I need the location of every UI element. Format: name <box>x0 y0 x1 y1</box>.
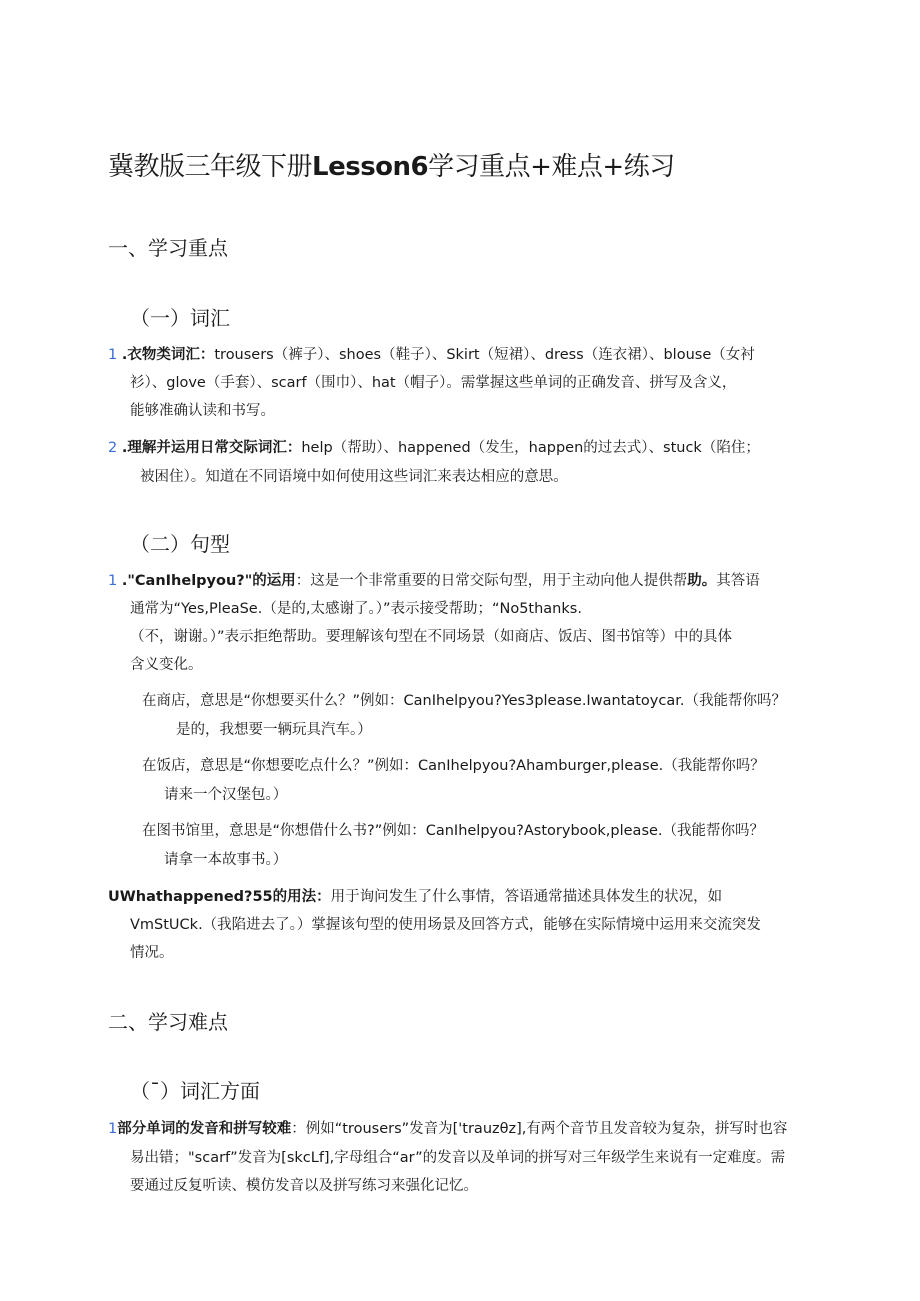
pattern-item-1-line-1: 1 ."CanIhelpyou?"的运用：这是一个非常重要的日常交际句型，用于主动向他人提供帮助。其答语 <box>108 573 760 589</box>
example-library-line-1: 在图书馆里，意思是“你想借什么书?”例如：CanIhelpyou?Astorybook,please.（我能帮你吗？ <box>142 823 765 839</box>
list-number: 1 <box>108 347 118 363</box>
section-heading-key-points: 一、学习重点 <box>108 236 228 260</box>
vocab-item-2-line-2: 被困住）。知道在不同语境中如何使用这些词汇来表达相应的意思。 <box>140 469 568 485</box>
list-number: 1 <box>108 1121 118 1137</box>
item-heading: .衣物类词汇： <box>121 347 215 363</box>
example-shop-line-1: 在商店，意思是“你想要买什么？”例如：CanIhelpyou?Yes3please.Iwantatoycar.（我能帮你吗？ <box>142 693 786 709</box>
pattern-item-2-line-2: VmStUCk.（我陷进去了。）掌握该句型的使用场景及回答方式，能够在实际情境中运用来交流突发 <box>130 917 761 933</box>
vocab-item-2-line-1: 2 .理解并运用日常交际词汇：help（帮助）、happened（发生，happen的过去式）、stuck（陷住； <box>108 440 760 456</box>
pattern-item-1-line-3: （不，谢谢。）”表示拒绝帮助。要理解该句型在不同场景（如商店、饭店、图书馆等）中的具体 <box>130 629 733 645</box>
example-library-line-2: 请拿一本故事书。） <box>164 852 288 868</box>
title-suffix: 学习重点+难点+练习 <box>428 152 675 182</box>
vocab-item-1-line-2: 衫）、glove（手套）、scarf（围巾）、hat（帽子）。需掌握这些单词的正确发音、拼写及含义， <box>130 375 737 391</box>
title-prefix: 冀教版三年级下册 <box>108 152 313 182</box>
subsection-heading-sentence-patterns: （二）句型 <box>130 532 230 556</box>
pattern-item-2-line-1: UWhathappened?55的用法：用于询问发生了什么事情，答语通常描述具体发生的状况，如 <box>108 889 723 905</box>
pattern-item-1-line-2: 通常为“Yes,PleaSe.（是的,太感谢了。）”表示接受帮助；“No5thanks. <box>130 601 582 617</box>
vocab-item-1-line-3: 能够准确认读和书写。 <box>130 403 275 419</box>
subsection-heading-vocabulary: （一）词汇 <box>130 306 230 330</box>
pattern-item-1-line-4: 含义变化。 <box>130 657 203 673</box>
list-number: 1 <box>108 573 118 589</box>
item-heading: 部分单词的发音和拼写较难 <box>117 1121 292 1137</box>
title-lesson: Lesson6 <box>312 152 429 182</box>
list-number: 2 <box>108 440 118 456</box>
example-shop-line-2: 是的，我想要一辆玩具汽车。） <box>176 722 372 738</box>
difficulty-item-1-line-3: 要通过反复听读、模仿发音以及拼写练习来强化记忆。 <box>130 1178 478 1194</box>
section-heading-difficulties: 二、学习难点 <box>108 1010 228 1034</box>
vocab-item-1-line-1: 1 .衣物类词汇：trousers（裤子）、shoes（鞋子）、Skirt（短裙）、dress（连衣裙）、blouse（女衬 <box>108 347 755 363</box>
example-restaurant-line-2: 请来一个汉堡包。） <box>164 787 288 803</box>
difficulty-item-1-line-1: 1部分单词的发音和拼写较难：例如“trousers”发音为['trauzθz],有两个音节且发音较为复杂，拼写时也容 <box>108 1121 788 1137</box>
item-heading: .理解并运用日常交际词汇： <box>121 440 302 456</box>
pattern-item-2-line-3: 情况。 <box>130 945 174 961</box>
item-heading: UWhathappened?55的用法： <box>108 889 331 905</box>
example-restaurant-line-1: 在饭店，意思是“你想要吃点什么？”例如：CanIhelpyou?Ahamburger,please.（我能帮你吗？ <box>142 758 765 774</box>
item-heading: ."CanIhelpyou?"的运用 <box>121 573 296 589</box>
page-title <box>108 146 675 183</box>
subsection-heading-vocabulary-aspect: （¯）词汇方面 <box>130 1079 260 1103</box>
difficulty-item-1-line-2: 易出错；"scarf”发音为[skcLf],字母组合“ar”的发音以及单词的拼写对三年级学生来说有一定难度。需 <box>130 1150 786 1166</box>
